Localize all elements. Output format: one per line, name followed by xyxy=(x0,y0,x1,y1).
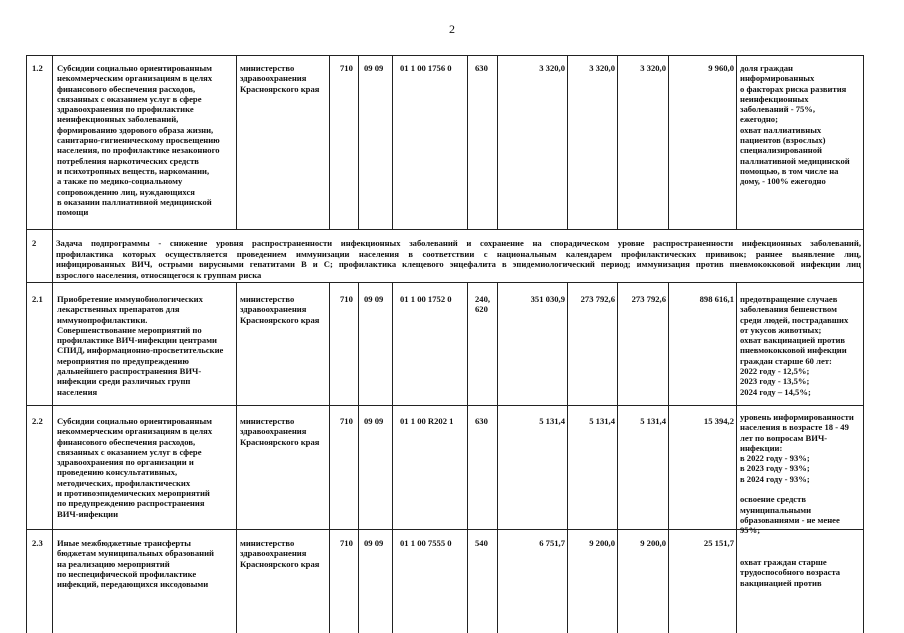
rzpr-code: 09 09 xyxy=(364,538,384,548)
grbs-code: 710 xyxy=(340,63,353,73)
vr-code: 630 xyxy=(475,63,488,73)
amount-2023: 3 320,0 xyxy=(589,63,615,73)
amount-2023: 273 792,6 xyxy=(580,294,615,304)
amount-2022: 6 751,7 xyxy=(539,538,565,548)
measure-name: Субсидии социально ориентированным некоммерческим организациям в целях финансового обеспечения расходов, связанных с оказанием услуг в сфере здравоохранения по профилактике неинфекционных заболеваний, формированию здорового образа жизни, санитарно-гигиеническому просвещению населения, по профилактике незаконного потребления наркотических средств и психотропных веществ, наркомании, а также по медико-социальному сопровождению лиц, нуждающихся в оказании паллиативной медицинской помощи xyxy=(57,63,220,218)
amount-total: 898 616,1 xyxy=(699,294,734,304)
expected-result: доля граждан информированных о факторах риска развития неинфекционных заболеваний - 75%, ежегодно; охват паллиативных пациентов (взрослых) специализированной паллиативной медицинской помощью, в том числе на дому, - 100% ежегодно xyxy=(740,63,850,187)
vr-code: 240, 620 xyxy=(475,294,491,315)
amount-2023: 9 200,0 xyxy=(589,538,615,548)
rzpr-code: 09 09 xyxy=(364,416,384,426)
amount-2022: 3 320,0 xyxy=(539,63,565,73)
row-number: 1.2 xyxy=(32,63,43,73)
csr-code: 01 1 00 1756 0 xyxy=(400,63,452,73)
measure-name: Приобретение иммунобиологических лекарственных препаратов для иммунопрофилактики. Совершенствование мероприятий по профилактике ВИЧ-инфекции центрами СПИД, информационно-просветительские мероприятия по предупреждению дальнейшего распространения ВИЧ- инфекции среди различных групп населения xyxy=(57,294,224,397)
amount-2024: 9 200,0 xyxy=(640,538,666,548)
row-number: 2.2 xyxy=(32,416,43,426)
row-divider xyxy=(26,229,864,230)
grbs-code: 710 xyxy=(340,416,353,426)
measure-name: Иные межбюджетные трансферты бюджетам муниципальных образований на реализацию мероприятий по неспецифической профилактике инфекций, передающихся иксодовыми xyxy=(57,538,214,590)
vr-code: 630 xyxy=(475,416,488,426)
amount-2022: 5 131,4 xyxy=(539,416,565,426)
amount-2024: 273 792,6 xyxy=(631,294,666,304)
expected-result: предотвращение случаев заболевания бешенством среди людей, пострадавших от укусов животных; охват вакцинацией против пневмококковой инфекции граждан старше 60 лет: 2022 году - 12,5%; 2023 году - 13,5%; 2024 году – 14,5%; xyxy=(740,294,849,397)
ministry: министерство здравоохранения Красноярского края xyxy=(240,294,320,325)
row-divider xyxy=(26,529,864,530)
csr-code: 01 1 00 7555 0 xyxy=(400,538,452,548)
expected-result: охват граждан старше трудоспособного возраста вакцинацией против xyxy=(740,557,841,588)
rzpr-code: 09 09 xyxy=(364,294,384,304)
amount-2023: 5 131,4 xyxy=(589,416,615,426)
expected-result: уровень информированности населения в возрасте 18 - 49 лет по вопросам ВИЧ- инфекции: в 2022 году - 93%; в 2023 году - 93%; в 2024 году - 93%; освоение средств муниципальными образованиями - не менее 95%; xyxy=(740,412,854,536)
row-divider xyxy=(26,282,864,283)
amount-total: 25 151,7 xyxy=(703,538,734,548)
row-number: 2 xyxy=(32,238,37,248)
amount-2024: 3 320,0 xyxy=(640,63,666,73)
measure-name: Субсидии социально ориентированным некоммерческим организациям в целях финансового обеспечения расходов, связанных с оказанием услуг в сфере здравоохранения по организации и проведению консультативных, методических, профилактических и противоэпидемических мероприятий по предупреждению распространения ВИЧ-инфекции xyxy=(57,416,213,519)
vr-code: 540 xyxy=(475,538,488,548)
task-text: Задача подпрограммы - снижение уровня распространенности инфекционных заболеваний и сохранение на спорадическом уровне распространенности инфекционных заболеваний, профилактика которых осуществляется проведением иммунизации населения в соответствии с национальным календарем профилактических прививок; раннее выявление лиц, инфицированных ВИЧ, острыми вирусными гепатитами В и С; профилактика клещевого энцефалита в эпидемиологический период; иммунизация против пневмококковой инфекции лиц взрослого населения, относящегося к группам риска xyxy=(56,238,861,280)
amount-total: 15 394,2 xyxy=(703,416,734,426)
row-divider xyxy=(26,405,864,406)
ministry: министерство здравоохранения Красноярского края xyxy=(240,416,320,447)
rzpr-code: 09 09 xyxy=(364,63,384,73)
grbs-code: 710 xyxy=(340,294,353,304)
row-number: 2.1 xyxy=(32,294,43,304)
page-number: 2 xyxy=(449,22,455,36)
ministry: министерство здравоохранения Красноярского края xyxy=(240,538,320,569)
amount-2022: 351 030,9 xyxy=(530,294,565,304)
row-number: 2.3 xyxy=(32,538,43,548)
csr-code: 01 1 00 R202 1 xyxy=(400,416,454,426)
ministry: министерство здравоохранения Красноярского края xyxy=(240,63,320,94)
amount-total: 9 960,0 xyxy=(708,63,734,73)
csr-code: 01 1 00 1752 0 xyxy=(400,294,452,304)
grbs-code: 710 xyxy=(340,538,353,548)
amount-2024: 5 131,4 xyxy=(640,416,666,426)
